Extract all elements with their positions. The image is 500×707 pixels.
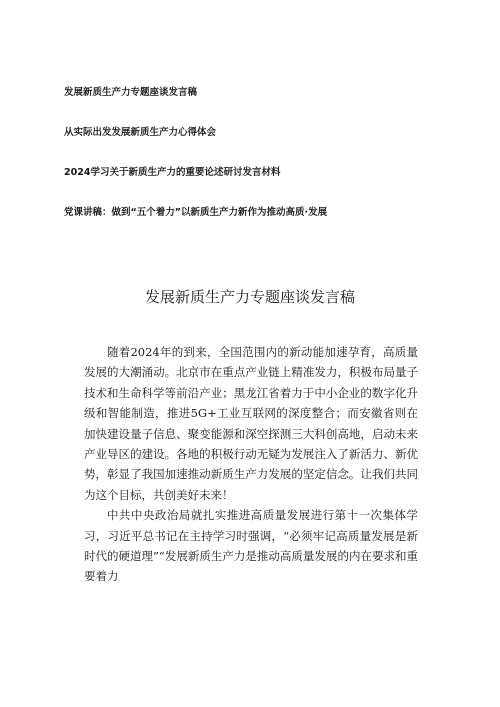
related-article-link-3[interactable]: 2024学习关于新质生产力的重要论述研讨发言材料 — [64, 167, 281, 178]
related-article-link-2[interactable]: 从实际出发发展新质生产力心得体会 — [64, 127, 217, 138]
article-paragraph-2: 中共中央政治局就扎实推进高质量发展进行第十一次集体学习，习近平总书记在主持学习时强调，“必须牢记高质量发展是新时代的硬道理”“发展新质生产力是推动高质量发展的内在要求和重要着力 — [84, 508, 418, 584]
article-title: 发展新质生产力专题座谈发言稿 — [144, 288, 355, 306]
related-article-link-4[interactable]: 党课讲稿：做到“五个着力”以新质生产力新作为推动高质·发展 — [64, 207, 328, 218]
related-articles-list — [64, 86, 464, 246]
article-paragraph-1: 随着2024年的到来，全国范围内的新动能加速孕育，高质量发展的大潮涌动。北京市在重点产业链上精准发力，积极布局量子技术和生命科学等前沿产业；黑龙江省着力于中小企业的数字化升级和智能制造，推进5G+工业互联网的深度整合；而安徽省则在加快建设量子信息、聚变能源和深空探测三大科创高地，启动未来产业导区的建设。各地的积极行动无疑为发展注入了新活力、新优势，彰显了我国加速推动新质生产力发展的坚定信念。让我们共同为这个目标，共创美好未来！ — [84, 345, 418, 502]
related-article-link-1[interactable]: 发展新质生产力专题座谈发言稿 — [64, 87, 198, 98]
article-body — [84, 342, 418, 587]
